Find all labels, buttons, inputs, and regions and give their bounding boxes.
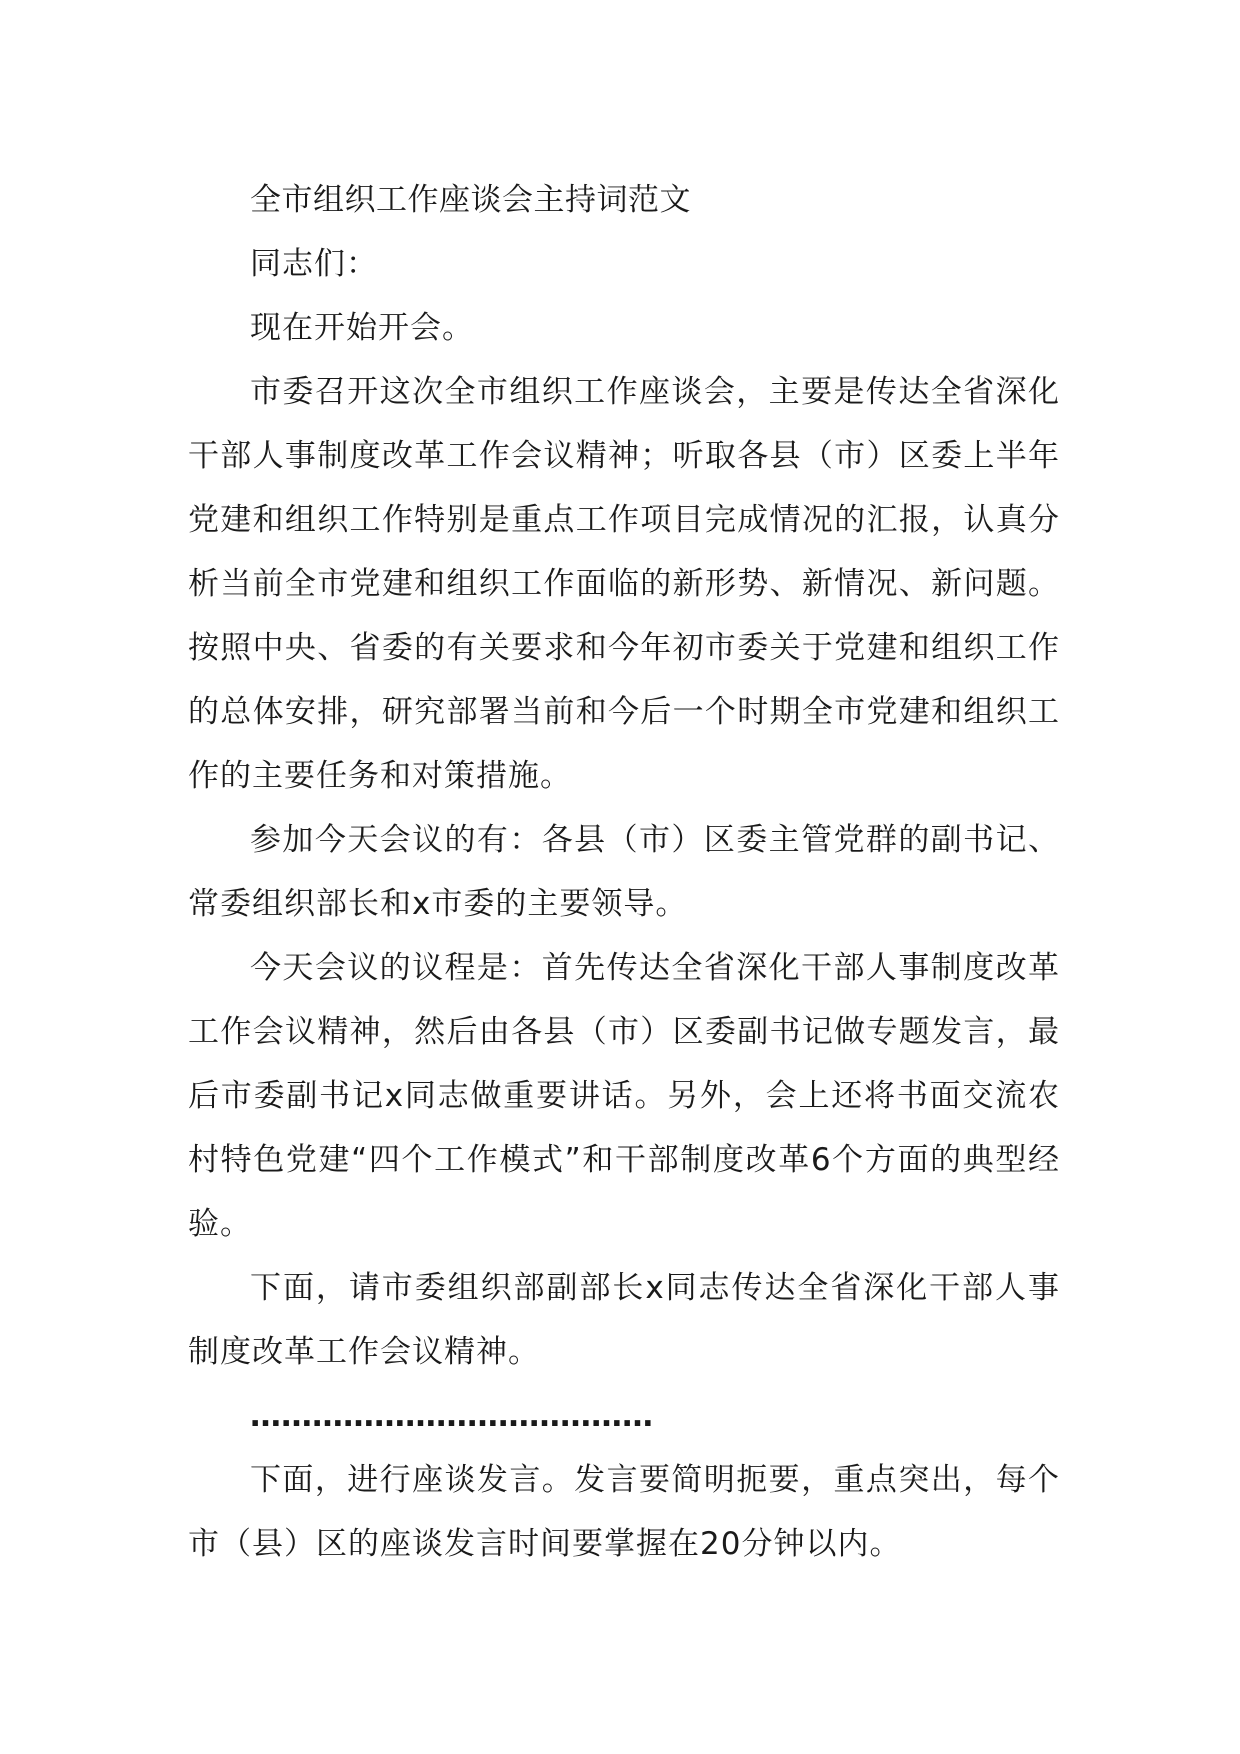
paragraph-discussion: 下面，进行座谈发言。发言要简明扼要，重点突出，每个市（县）区的座谈发言时间要掌握在20分钟以内。 xyxy=(188,1462,1060,1562)
paragraph-purpose: 市委召开这次全市组织工作座谈会，主要是传达全省深化干部人事制度改革工作会议精神；听取各县（市）区委上半年党建和组织工作特别是重点工作项目完成情况的汇报，认真分析当前全市党建和组织工作面临的新形势、新情况、新问题。按照中央、省委的有关要求和今年初市委关于党建和组织工作的总体安排，研究部署当前和今后一个时期全市党建和组织工作的主要任务和对策措施。 xyxy=(188,374,1060,794)
ellipsis-divider: ………………………………… xyxy=(250,1398,653,1434)
paragraph-first-item: 下面，请市委组织部副部长x同志传达全省深化干部人事制度改革工作会议精神。 xyxy=(188,1270,1060,1370)
document-body xyxy=(188,168,1060,1576)
paragraph-agenda: 今天会议的议程是：首先传达全省深化干部人事制度改革工作会议精神，然后由各县（市）区委副书记做专题发言，最后市委副书记x同志做重要讲话。另外，会上还将书面交流农村特色党建“四个工作模式”和干部制度改革6个方面的典型经验。 xyxy=(188,950,1060,1242)
paragraph-opening: 现在开始开会。 xyxy=(250,310,474,346)
greeting: 同志们： xyxy=(250,246,378,282)
paragraph-attendees: 参加今天会议的有：各县（市）区委主管党群的副书记、常委组织部长和x市委的主要领导。 xyxy=(188,822,1060,922)
document-title: 全市组织工作座谈会主持词范文 xyxy=(250,182,691,218)
